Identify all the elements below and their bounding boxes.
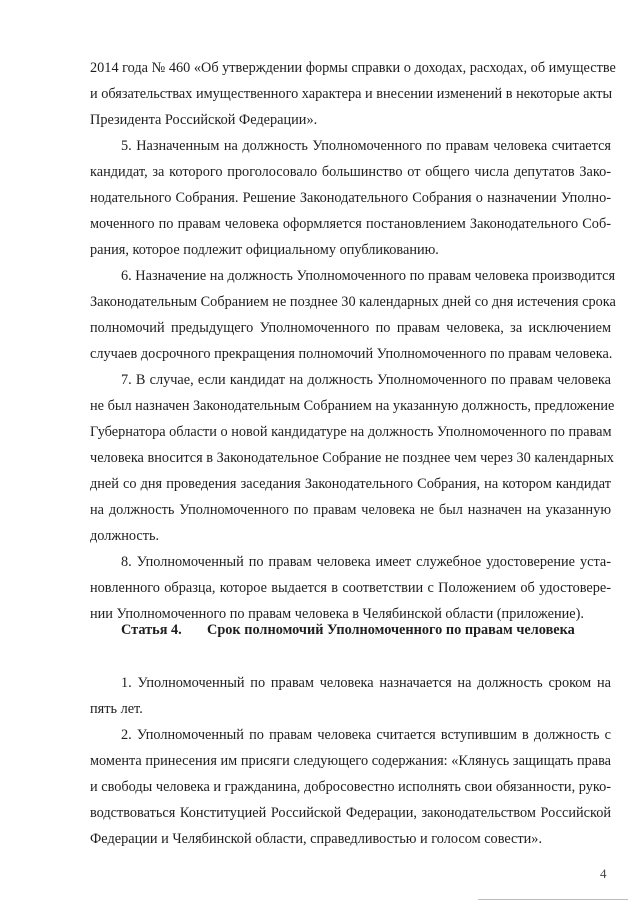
text-line: нии Уполномоченного по правам человека в Челябинской области (приложение).: [90, 606, 584, 622]
text-line: водствоваться Конституцией Российской Федерации, законодательством Российской: [90, 805, 611, 821]
text-line: моченного по правам человека оформляется постановлением Законодательного Соб-: [90, 216, 611, 232]
text-line: 2014 года № 460 «Об утверждении формы справки о доходах, расходах, об имуществе: [90, 60, 616, 76]
scan-edge-divider: [478, 899, 628, 900]
text-line: не был назначен Законодательным Собранием на указанную должность, предложение: [90, 398, 615, 414]
text-line: пять лет.: [90, 701, 143, 717]
text-line: дней со дня проведения заседания Законодательного Собрания, на котором кандидат: [90, 476, 611, 492]
text-line: должность.: [90, 528, 160, 544]
text-line: полномочий предыдущего Уполномоченного по правам человека, за исключением: [90, 320, 611, 336]
text-line: нодательного Собрания. Решение Законодательного Собрания о назначении Уполно-: [90, 190, 611, 206]
text-line: 5. Назначенным на должность Уполномоченного по правам человека считается: [121, 138, 611, 154]
text-line: кандидат, за которого проголосовало большинство от общего числа депутатов Зако-: [90, 164, 611, 180]
text-line: момента принесения им присяги следующего содержания: «Клянусь защищать права: [90, 753, 611, 769]
text-line: человека вносится в Законодательное Собрание не позднее чем через 30 календарных: [90, 450, 614, 466]
text-line: 2. Уполномоченный по правам человека считается вступившим в должность с: [121, 727, 611, 743]
text-line: 7. В случае, если кандидат на должность Уполномоченного по правам человека: [121, 372, 611, 388]
text-line: Президента Российской Федерации».: [90, 112, 318, 128]
text-line: 1. Уполномоченный по правам человека назначается на должность сроком на: [121, 675, 611, 691]
article-title: Срок полномочий Уполномоченного по правам человека: [207, 622, 575, 638]
page-number: 4: [600, 866, 607, 881]
text-line: и обязательствах имущественного характера и внесении изменений в некоторые акты: [90, 86, 613, 102]
text-line: 6. Назначение на должность Уполномоченного по правам человека производится: [121, 268, 616, 284]
text-line: случаев досрочного прекращения полномочий Уполномоченного по правам человека.: [90, 346, 613, 362]
text-line: Губернатора области о новой кандидатуре на должность Уполномоченного по правам: [90, 424, 612, 440]
text-line: и свободы человека и гражданина, добросовестно исполнять свои обязанности, руко-: [90, 779, 611, 795]
text-line: Законодательным Собранием не позднее 30 календарных дней со дня истечения срока: [90, 294, 616, 310]
text-line: рания, которое подлежит официальному опубликованию.: [90, 242, 439, 258]
article-number: Статья 4.: [121, 622, 182, 638]
text-line: Федерации и Челябинской области, справедливостью и голосом совести».: [90, 831, 543, 847]
text-line: новленного образца, которое выдается в соответствии с Положением об удостовере-: [90, 580, 611, 596]
text-line: на должность Уполномоченного по правам человека не был назначен на указанную: [90, 502, 611, 518]
text-line: 8. Уполномоченный по правам человека имеет служебное удостоверение уста-: [121, 554, 611, 570]
